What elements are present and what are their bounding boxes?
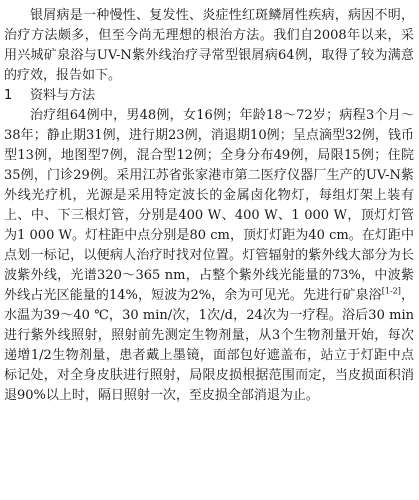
section-heading	[4, 86, 414, 106]
section-number: 1	[4, 88, 13, 103]
section-title: 资料与方法	[30, 88, 96, 103]
citation-reference: [1-2]	[381, 286, 401, 296]
methods-text-before-citation: 治疗组64例中，男48例，女16例；年龄18～72岁；病程3个月～38年；静止期31例，进行期23例，消退期10例；呈点滴型32例，钱币型13例，地图型7例，混合型12例；全身分布49例，局限15例；住院35例，门诊29例。采用江苏省张家港市第二医疗仪器厂生产的UV-N紫外线光疗机，光源是采用特定波长的金属卤化物灯，每组灯架上装有上、中、下三根灯管，分别是400 W、400 W、1 000 W，顶灯灯管为1 000 W。灯柱距中点分别是80 cm，顶灯灯距为40 cm。在灯距中点划一标记，以便病人治疗时找对位置。灯管辐射的紫外线大部分为长波紫外线，光谱320～365 nm，占整个紫外线光能量的73%，中波紫外线占光区能量的14%，短波为2%，余为可见光。先进行矿泉浴	[4, 108, 414, 303]
intro-paragraph: 银屑病是一种慢性、复发性、炎症性红斑鳞屑性疾病，病因不明，治疗方法颇多，但至今尚无理想的根治方法。我们自2008年以来，采用兴城矿泉浴与UV-N紫外线治疗寻常型银屑病64例，取得了较为满意的疗效，报告如下。	[4, 8, 414, 83]
methods-text-after-citation: ，水温为39～40 ℃，30 min/次，1次/d，24次为一疗程。浴后30 min进行紫外线照射，照射前先测定生物剂量，从3个生物剂量开始，每次递增1/2生物剂量，患者戴上墨镜，面部包好遮盖布，站立于灯距中点标记处，对全身皮肤进行照射，局限皮损根据范围而定，当皮损面积消退90%以上时，隔日照射一次，至皮损全部消退为止。	[4, 288, 414, 403]
document-page	[4, 6, 414, 406]
methods-paragraph	[4, 106, 414, 406]
